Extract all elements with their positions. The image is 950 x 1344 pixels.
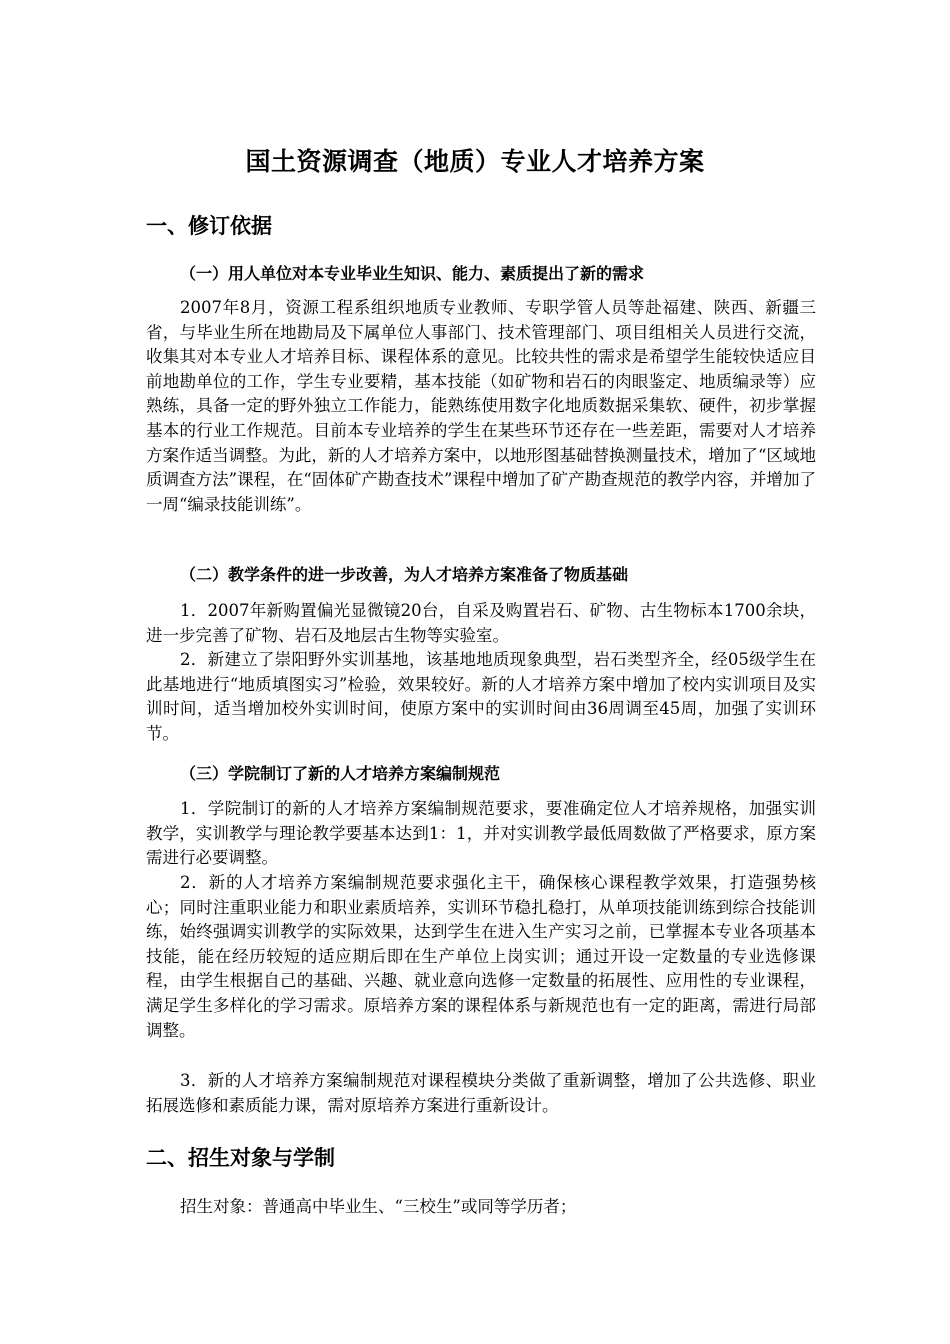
paragraph-employer-needs: 2007年8月，资源工程系组织地质专业教师、专职学管人员等赴福建、陕西、新疆三省，与毕业生所在地勘局及下属单位人事部门、技术管理部门、项目组相关人员进行交流，收集其对本专业人才培养目标、课程体系的意见。比较共性的需求是希望学生能较快适应目前地勘单位的工作，学生专业要精，基本技能（如矿物和岩石的肉眼鉴定、地质编录等）应熟练，具备一定的野外独立工作能力，能熟练使用数字化地质数据采集软、硬件，初步掌握基本的行业工作规范。目前本专业培养的学生在某些环节还存在一些差距，需要对人才培养方案作适当调整。为此，新的人才培养方案中，以地形图基础替换测量技术，增加了“区域地质调查方法”课程，在“固体矿产勘查技术”课程中增加了矿产勘查规范的教学内容，并增加了一周“编录技能训练”。 (146, 298, 816, 514)
section-heading-enrollment: 二、招生对象与学制 (146, 1146, 335, 1170)
paragraph-standards-3: 3．新的人才培养方案编制规范对课程模块分类做了重新调整，增加了公共选修、职业拓展选修和素质能力课，需对原培养方案进行重新设计。 (146, 1071, 816, 1115)
section-heading-revision-basis: 一、修订依据 (146, 214, 272, 238)
paragraph-standards-2: 2．新的人才培养方案编制规范要求强化主干，确保核心课程教学效果，打造强势核心；同时注重职业能力和职业素质培养，实训环节稳扎稳打，从单项技能训练到综合技能训练，始终强调实训教学的实际效果，达到学生在进入生产实习之前，已掌握本专业各项基本技能，能在经历较短的适应期后即在生产单位上岗实训；通过开设一定数量的专业选修课程，由学生根据自己的基础、兴趣、就业意向选修一定数量的拓展性、应用性的专业课程，满足学生多样化的学习需求。原培养方案的课程体系与新规范也有一定的距离，需进行局部调整。 (146, 873, 816, 1040)
paragraph-field-base: 2．新建立了崇阳野外实训基地，该基地地质现象典型，岩石类型齐全，经05级学生在此基地进行“地质填图实习”检验，效果较好。新的人才培养方案中增加了校内实训项目及实训时间，适当增加校外实训时间，使原方案中的实训时间由36周调至45周，加强了实训环节。 (146, 650, 816, 743)
subsection-heading-teaching-conditions: （二）教学条件的进一步改善，为人才培养方案准备了物质基础 (180, 565, 629, 584)
paragraph-enrollment: 招生对象：普通高中毕业生、“三校生”或同等学历者； (180, 1197, 577, 1216)
document-title: 国土资源调查（地质）专业人才培养方案 (245, 147, 705, 176)
paragraph-equipment: 1．2007年新购置偏光显微镜20台，自采及购置岩石、矿物、古生物标本1700余块，进一步完善了矿物、岩石及地层古生物等实验室。 (146, 601, 816, 645)
paragraph-standards-1: 1．学院制订的新的人才培养方案编制规范要求，要准确定位人才培养规格，加强实训教学，实训教学与理论教学要基本达到1：1，并对实训教学最低周数做了严格要求，原方案需进行必要调整。 (146, 799, 816, 868)
subsection-heading-employer-needs: （一）用人单位对本专业毕业生知识、能力、素质提出了新的需求 (180, 264, 645, 283)
subsection-heading-new-standards: （三）学院制订了新的人才培养方案编制规范 (180, 764, 501, 783)
